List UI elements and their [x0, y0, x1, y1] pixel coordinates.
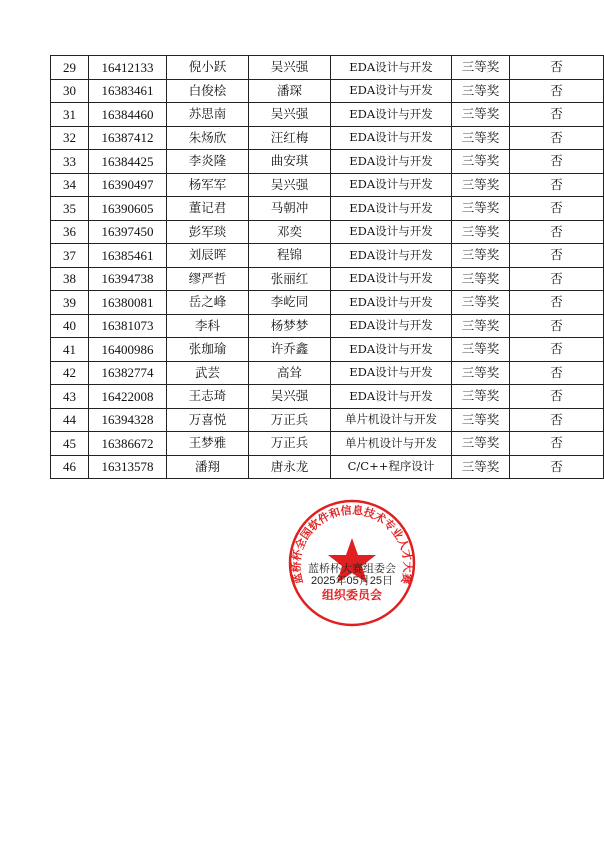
student-id: 16384460 — [89, 103, 167, 127]
advisor-name: 吴兴强 — [249, 173, 331, 197]
table-row — [51, 385, 604, 409]
advisor-name: 万正兵 — [249, 408, 331, 432]
student-name: 倪小跃 — [167, 56, 249, 80]
advisor-name: 邓奕 — [249, 220, 331, 244]
row-number: 29 — [51, 56, 89, 80]
student-name: 王志琦 — [167, 385, 249, 409]
row-number: 34 — [51, 173, 89, 197]
award-level: 三等奖 — [452, 361, 510, 385]
student-id: 16384425 — [89, 150, 167, 174]
student-name: 杨军军 — [167, 173, 249, 197]
award-level: 三等奖 — [452, 173, 510, 197]
advisor-name: 程锦 — [249, 244, 331, 268]
row-number: 30 — [51, 79, 89, 103]
competition-track: C/C++程序设计 — [331, 455, 452, 479]
student-id: 16313578 — [89, 455, 167, 479]
advisor-name: 曲安琪 — [249, 150, 331, 174]
competition-track: EDA设计与开发 — [331, 150, 452, 174]
row-number: 44 — [51, 408, 89, 432]
flag-cell: 否 — [510, 56, 604, 80]
flag-cell: 否 — [510, 408, 604, 432]
student-name: 潘翔 — [167, 455, 249, 479]
table-row — [51, 56, 604, 80]
student-id: 16412133 — [89, 56, 167, 80]
competition-track: EDA设计与开发 — [331, 79, 452, 103]
student-name: 缪严哲 — [167, 267, 249, 291]
student-name: 彭军琰 — [167, 220, 249, 244]
row-number: 39 — [51, 291, 89, 315]
row-number: 38 — [51, 267, 89, 291]
competition-track: EDA设计与开发 — [331, 220, 452, 244]
student-id: 16394328 — [89, 408, 167, 432]
award-level: 三等奖 — [452, 220, 510, 244]
row-number: 43 — [51, 385, 89, 409]
row-number: 42 — [51, 361, 89, 385]
seal-ring-text: 蓝桥杯全国软件和信息技术专业人才大赛 — [289, 503, 415, 586]
row-number: 40 — [51, 314, 89, 338]
seal-date: 2025年05月25日 — [311, 575, 393, 587]
competition-track: EDA设计与开发 — [331, 314, 452, 338]
advisor-name: 吴兴强 — [249, 56, 331, 80]
competition-track: EDA设计与开发 — [331, 244, 452, 268]
row-number: 37 — [51, 244, 89, 268]
competition-track: EDA设计与开发 — [331, 385, 452, 409]
advisor-name: 高耸 — [249, 361, 331, 385]
award-level: 三等奖 — [452, 126, 510, 150]
row-number: 45 — [51, 432, 89, 456]
student-id: 16383461 — [89, 79, 167, 103]
competition-track: EDA设计与开发 — [331, 56, 452, 80]
advisor-name: 潘琛 — [249, 79, 331, 103]
flag-cell: 否 — [510, 314, 604, 338]
table-row — [51, 173, 604, 197]
flag-cell: 否 — [510, 291, 604, 315]
student-id: 16386672 — [89, 432, 167, 456]
advisor-name: 唐永龙 — [249, 455, 331, 479]
seal-bottom-text: 组织委员会 — [321, 588, 383, 602]
student-name: 李科 — [167, 314, 249, 338]
table-row — [51, 432, 604, 456]
row-number: 41 — [51, 338, 89, 362]
flag-cell: 否 — [510, 244, 604, 268]
award-level: 三等奖 — [452, 291, 510, 315]
table-row — [51, 150, 604, 174]
award-level: 三等奖 — [452, 79, 510, 103]
table-row — [51, 361, 604, 385]
award-level: 三等奖 — [452, 408, 510, 432]
organizing-committee-seal — [287, 498, 417, 628]
results-table — [50, 55, 604, 479]
advisor-name: 万正兵 — [249, 432, 331, 456]
student-name: 张珈瑜 — [167, 338, 249, 362]
table-row — [51, 126, 604, 150]
table-row — [51, 220, 604, 244]
flag-cell: 否 — [510, 103, 604, 127]
table-row — [51, 244, 604, 268]
award-level: 三等奖 — [452, 267, 510, 291]
award-level: 三等奖 — [452, 150, 510, 174]
award-level: 三等奖 — [452, 385, 510, 409]
advisor-name: 李屹同 — [249, 291, 331, 315]
competition-track: EDA设计与开发 — [331, 267, 452, 291]
student-id: 16397450 — [89, 220, 167, 244]
flag-cell: 否 — [510, 267, 604, 291]
competition-track: EDA设计与开发 — [331, 103, 452, 127]
award-level: 三等奖 — [452, 432, 510, 456]
table-row — [51, 267, 604, 291]
results-table-body — [51, 56, 604, 479]
student-name: 李炎隆 — [167, 150, 249, 174]
competition-track: EDA设计与开发 — [331, 361, 452, 385]
competition-track: EDA设计与开发 — [331, 291, 452, 315]
flag-cell: 否 — [510, 338, 604, 362]
advisor-name: 许乔鑫 — [249, 338, 331, 362]
flag-cell: 否 — [510, 455, 604, 479]
competition-track: EDA设计与开发 — [331, 173, 452, 197]
flag-cell: 否 — [510, 150, 604, 174]
student-name: 董记君 — [167, 197, 249, 221]
award-level: 三等奖 — [452, 338, 510, 362]
row-number: 46 — [51, 455, 89, 479]
award-level: 三等奖 — [452, 244, 510, 268]
award-level: 三等奖 — [452, 455, 510, 479]
table-row — [51, 455, 604, 479]
student-name: 白俊桧 — [167, 79, 249, 103]
table-row — [51, 291, 604, 315]
table-row — [51, 408, 604, 432]
flag-cell: 否 — [510, 173, 604, 197]
table-row — [51, 197, 604, 221]
advisor-name: 杨梦梦 — [249, 314, 331, 338]
table-row — [51, 103, 604, 127]
row-number: 32 — [51, 126, 89, 150]
award-level: 三等奖 — [452, 197, 510, 221]
student-name: 武芸 — [167, 361, 249, 385]
flag-cell: 否 — [510, 361, 604, 385]
student-id: 16394738 — [89, 267, 167, 291]
flag-cell: 否 — [510, 197, 604, 221]
advisor-name: 马朝冲 — [249, 197, 331, 221]
flag-cell: 否 — [510, 220, 604, 244]
award-level: 三等奖 — [452, 103, 510, 127]
row-number: 33 — [51, 150, 89, 174]
advisor-name: 张丽红 — [249, 267, 331, 291]
student-name: 岳之峰 — [167, 291, 249, 315]
row-number: 35 — [51, 197, 89, 221]
seal-inner-text: 蓝桥杯大赛组委会 — [308, 562, 396, 575]
competition-track: 单片机设计与开发 — [331, 432, 452, 456]
advisor-name: 吴兴强 — [249, 103, 331, 127]
advisor-name: 吴兴强 — [249, 385, 331, 409]
student-name: 万喜悦 — [167, 408, 249, 432]
table-row — [51, 314, 604, 338]
row-number: 36 — [51, 220, 89, 244]
competition-track: EDA设计与开发 — [331, 197, 452, 221]
competition-track: 单片机设计与开发 — [331, 408, 452, 432]
flag-cell: 否 — [510, 126, 604, 150]
student-id: 16422008 — [89, 385, 167, 409]
student-name: 朱炀欣 — [167, 126, 249, 150]
competition-track: EDA设计与开发 — [331, 338, 452, 362]
student-name: 苏思南 — [167, 103, 249, 127]
row-number: 31 — [51, 103, 89, 127]
student-id: 16390605 — [89, 197, 167, 221]
student-id: 16380081 — [89, 291, 167, 315]
student-id: 16382774 — [89, 361, 167, 385]
student-id: 16387412 — [89, 126, 167, 150]
flag-cell: 否 — [510, 385, 604, 409]
student-id: 16381073 — [89, 314, 167, 338]
competition-track: EDA设计与开发 — [331, 126, 452, 150]
student-id: 16400986 — [89, 338, 167, 362]
table-row — [51, 79, 604, 103]
award-level: 三等奖 — [452, 314, 510, 338]
student-name: 刘辰晖 — [167, 244, 249, 268]
student-id: 16390497 — [89, 173, 167, 197]
student-id: 16385461 — [89, 244, 167, 268]
flag-cell: 否 — [510, 79, 604, 103]
flag-cell: 否 — [510, 432, 604, 456]
student-name: 王梦雅 — [167, 432, 249, 456]
award-level: 三等奖 — [452, 56, 510, 80]
advisor-name: 汪红梅 — [249, 126, 331, 150]
table-row — [51, 338, 604, 362]
